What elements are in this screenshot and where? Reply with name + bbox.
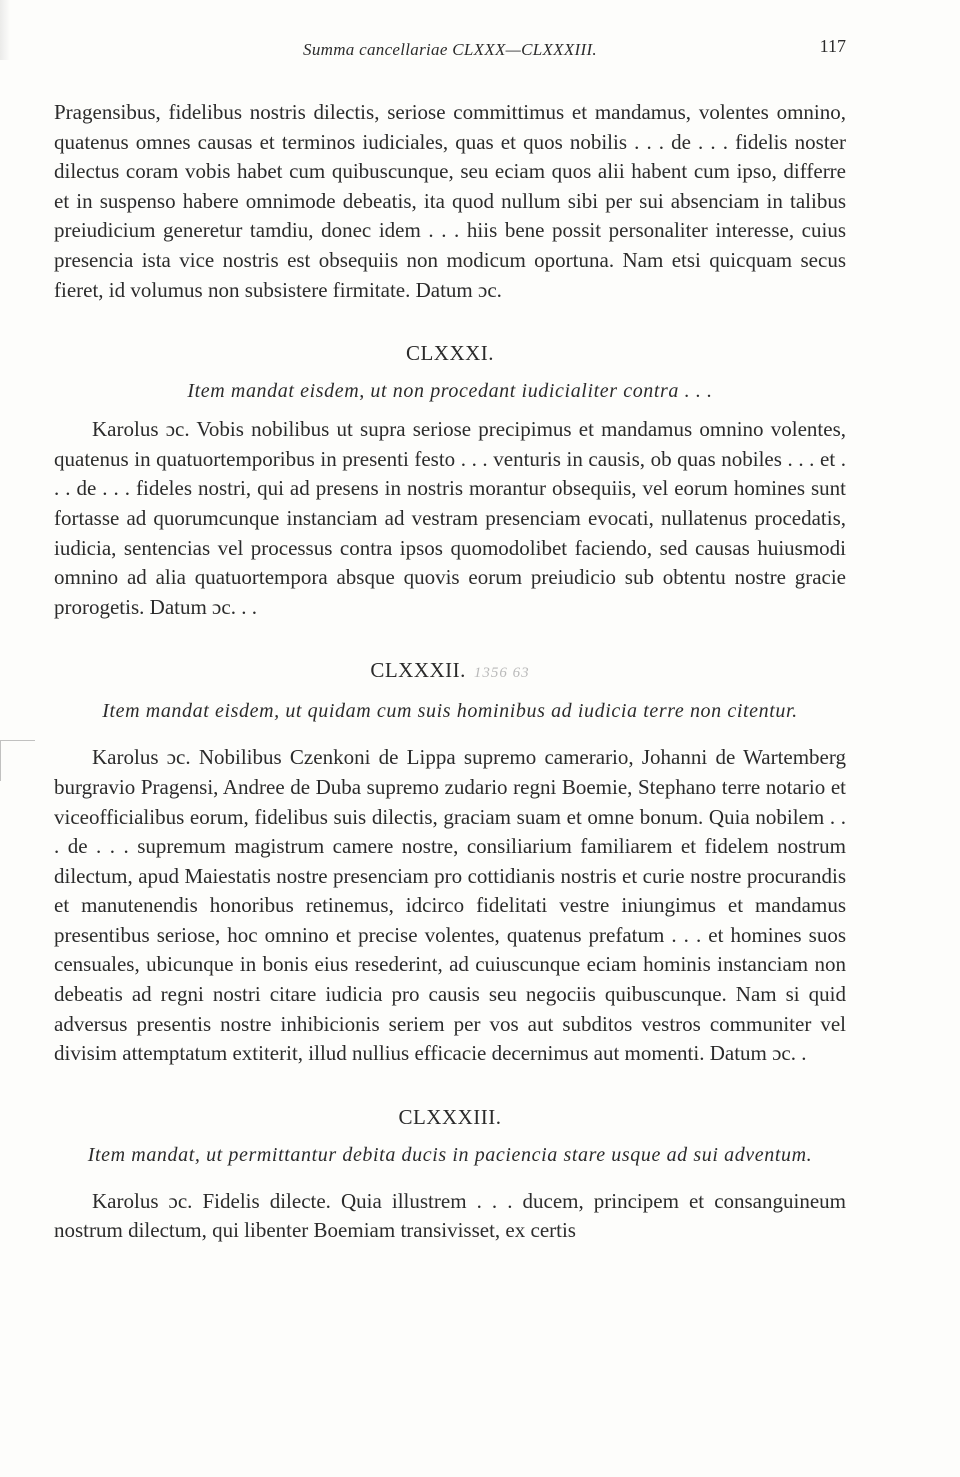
section-number [54, 339, 846, 367]
section-number-text: CLXXXII. [370, 658, 466, 683]
section-text: Karolus ɔc. Nobilibus Czenkoni de Lippa supremo camerario, Johanni de Wartemberg burgravio Pragensi, Andree de Duba supremo zudario regni Boemie, Stephano terre notario et viceofficialibus eorum, fidelibus suis dilectis, graciam suam et omne bonum. Quia nobilem . . . de . . . supremum magistrum camere nostre, consiliarium familiarem et fidelem nostrum dilectum, apud Maiestatis nostre presenciam pro cottidianis nostris et curie nostre procurandis et manutenendis honoribus retinemus, idcirco fidelitati vestre iniungimus et mandamus presentibus seriose, hoc omnino et precise volentes, quatenus prefatum . . . et homines suos censuales, ubicunque in bonis eius resederint, ad cuiuscunque eciam hominis instanciam non debeatis ad regni nostri citare iudicia pro causis seu negociis quibuscunque. Nam si quid adversus presentis nostre inhibicionis seriem per vos aut subditos vestros communiter vel divisim attemptatum extiterit, illud nullius efficacie decernimus aut momenti. Datum ɔc. . [54, 745, 846, 1066]
section-number-text: CLXXXI. [405, 341, 495, 366]
page-edge-shadow [0, 0, 10, 60]
running-title: Summa cancellariae CLXXX—CLXXXIII. [303, 40, 597, 59]
section-rubric: Item mandat, ut permittantur debita ducis in paciencia stare usque ad sui adventum. [87, 1143, 813, 1166]
document-page [54, 30, 846, 1246]
running-head [54, 30, 846, 64]
section-text: Karolus ɔc. Fidelis dilecte. Quia illustrem . . . ducem, principem et consanguineum nostrum dilectum, qui libenter Boemiam transivisset, ex certis [54, 1188, 846, 1243]
intro-paragraph: Pragensibus, fidelibus nostris dilectis, seriose committimus et mandamus, volentes omnino, quatenus omnes causas et terminos iudiciales, quas et quos nobilis . . . de . . . fidelis noster dilectus coram vobis habet cum quibuscunque, seu eciam quos alii habent cum ipso, differre et in suspenso habere omnimode debeatis, ita quod nullum sibi per sui absenciam in talibus preiudicium generetur tamdiu, donec idem . . . hiis bene possit personaliter interesse, cuius presencia ista vice nostris est obsequiis non modicum oportuna. Nam etsi quicquam secus fieret, id volumus non subsistere firmitate. Datum ɔc. [54, 100, 846, 302]
section-rubric: Item mandat eisdem, ut non procedant iudicialiter contra . . . [187, 380, 713, 403]
section-rubric: Item mandat eisdem, ut quidam cum suis hominibus ad iudicia terre non citentur. [102, 700, 798, 723]
section-number-text: CLXXXIII. [398, 1104, 502, 1129]
section-clxxxiii [54, 1103, 846, 1246]
margin-pencil-mark [0, 740, 35, 781]
section-clxxxi [54, 339, 846, 622]
pencil-annotation: 1356 63 [473, 665, 530, 682]
page-number: 117 [819, 36, 846, 56]
section-text: Karolus ɔc. Vobis nobilibus ut supra seriose precipimus et mandamus omnino volentes, quatenus in quatuortemporibus in presenti festo . . . venturis in causis, ob quas nobiles . . . et . . . de . . . fideles nostri, qui ad presens in nostris morantur obsequiis, vel eorum homines sunt fortasse ad quorumcunque instanciam ad vestram presenciam evocati, nullatenus procedatis, iudicia, sentencias vel processus contra ipsos quomodolibet faciendo, sed causas huiusmodi omnino ad alia quatuortempora absque quovis eorum preiudicio sub obtentu nostre gracie prorogetis. Datum ɔc. . . [54, 417, 846, 619]
section-clxxxii [54, 656, 846, 1069]
section-number [54, 1103, 846, 1131]
section-number [54, 656, 846, 687]
